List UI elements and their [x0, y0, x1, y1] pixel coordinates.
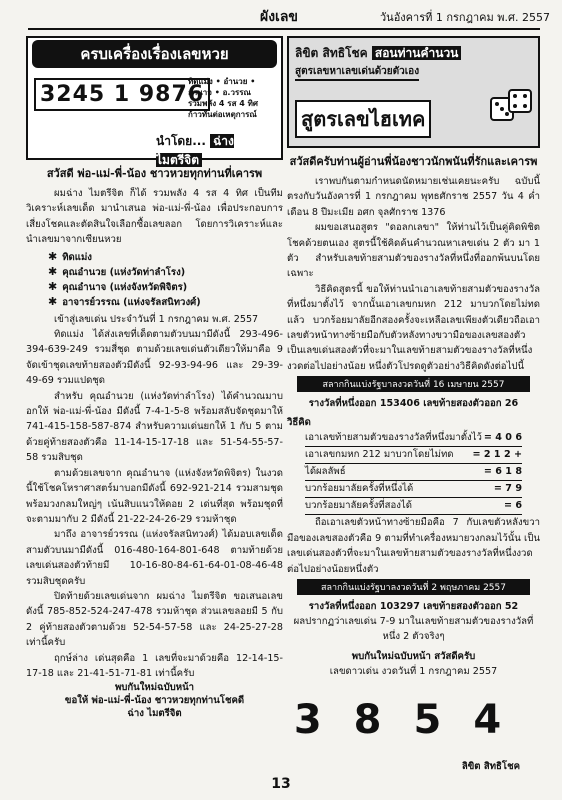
example2-note: ผลปรากฏว่าเลขเด่น 7-9 มาในเลขท้ายสามตัวของรางวัลที่หนึ่ง 2 ตัวจริงๆ [293, 615, 534, 643]
expert-list [48, 250, 283, 310]
right-banner-title [295, 44, 461, 63]
expert-item: ✱ คุณอำนวย (แห่งวัดท่าลำโรง) [48, 264, 186, 278]
left-banner-title: ครบเครื่องเรื่องเลขหวย [32, 40, 277, 68]
header-rule [28, 28, 540, 30]
star-icon: ✱ [48, 264, 58, 278]
calc-table [287, 430, 540, 515]
expert-item: ✱ อาจารย์วรรณ (แห่งจรัลสนิทวงศ์) [48, 294, 201, 308]
issue-date: วันอังคารที่ 1 กรกฎาคม พ.ศ. 2557 [380, 11, 550, 24]
left-body [26, 186, 283, 681]
calc-row: บวกร้อยมาลัยครั้งที่สองได้ = 6 [305, 498, 522, 515]
left-banner-side [188, 76, 278, 120]
right-p1: เราพบกันตามกำหนดนัดหมายเช่นเคยนะครับ ฉบับนี้ตรงกับวันอังคารที่ 1 กรกฎาคม พุทธศักราช 2557 วัน 4 ค่ำ เดือน 8 ปีมะเมีย อศก จุลศักราช 1376 [287, 176, 540, 218]
left-p7: ฤกษ์ล่าง เด่นสุดคือ 1 เลขที่จะมาด้วยคือ 12-14-15-17-18 และ 21-41-51-71-81 เท่านี้ครับ [26, 652, 283, 679]
page-header [0, 0, 562, 30]
left-banner-tag-prefix: นำโดย... [156, 134, 206, 148]
expert-item: ✱ ทิดแม่ง [48, 249, 92, 263]
lotto-label: เลขดาวเด่น งวดวันที่ 1 กรกฎาคม 2557 [329, 665, 498, 677]
calc-row: บวกร้อยมาลัยครั้งที่หนึ่งได้ = 7 9 [305, 481, 522, 498]
calc-row: เอาเลขกมหก 212 มาบวกโดยไม่ทด = 2 1 2 + [305, 447, 522, 464]
left-p5: มาถึง อาจารย์วรรณ (แห่งจรัลสนิทวงศ์) ได้มอบเลขเด็ดสามตัวบนมามีดังนี้ 016-480-164-801-648 ตามท้ายด้วยเลขเด่นสองตัวท้ายมี 10-16-80-84-61-64-01-08-46-48 รวมสิบชุดครับ [26, 529, 283, 587]
left-banner-side-1: ทิดแม่ง • อำนวย • อำนาจ • อ.วรรณ [188, 77, 256, 97]
right-body-2 [287, 515, 540, 577]
left-p3: สำหรับ คุณอำนวย (แห่งวัดท่าลำโรง) ได้คำนวณมาบอกให้ พ่อ-แม่-พี่-น้อง มีดังนี้ 7-4-1-5-8 พร้อมสลับจัดชุดมาให้ 741-415-158-587-874 สำหรับความเด่นยกให้ 1 กับ 5 ตามด้วยคู่ท้ายสองตัวคือ 11-14-15-17-18 และ 51-54-55-57-58 รวมสิบชุด [26, 390, 283, 464]
left-greeting: สวัสดี พ่อ-แม่-พี่-น้อง ชาวหวยทุกท่านที่เคารพ [46, 167, 263, 180]
star-icon: ✱ [48, 294, 58, 308]
left-banner-numbers: 3245 1 9876 [34, 78, 210, 111]
right-p2: ผมขอเสนอสูตร "ดอลกเลขา" ให้ท่านไว้เป็นคู่คิดพิชิตโชคด้วยตนเอง สูตรนี้ใช้คิดค้นคำนวณหาเลขเด่น 2 ตัว มา 1 ตัว สำหรับเลขท้ายสามตัวของรางวัลที่หนึ่งที่ออกพ้นบนโดยเฉพาะ [287, 222, 540, 280]
left-sign-3: ฉ่าง ไมตรีจิต [127, 708, 182, 720]
left-sign-2: ขอให้ พ่อ-แม่-พี่-น้อง ชาวหวยทุกท่านโชคดี [64, 695, 245, 707]
page-number: 13 [271, 776, 291, 792]
left-banner-side-2: รวมพลัง 4 รส 4 ทิศ [188, 99, 258, 108]
left-p4: ตามด้วยเลขจาก คุณอำนาจ (แห่งจังหวัดพิจิตร) ในงวดนี้ใช้โชคโหราศาสตร์มาบอกมีดังนี้ 692-921-214 รวมสามชุด พร้อมวงกลมใหญ่ๆ เน้นสิบแนวให้ดอย 2 เด่นที่สุด พร้อมชุดที่จะตามมากับ 2 มีดังนี้ 21-22-24-26-29 รวมห้าชุด [26, 467, 283, 525]
right-sign-2: ลิขิต สิทธิโชค [461, 761, 520, 773]
star-icon: ✱ [48, 249, 58, 263]
left-banner-side-3: ก้าวทันต่อเหตุการณ์ [188, 110, 257, 119]
right-banner-headline: สูตรเลขไฮเทค [295, 100, 431, 138]
example1-result: รางวัลที่หนึ่งออก 153406 เลขท้ายสองตัวออก 26 [308, 398, 519, 410]
right-body [287, 174, 540, 374]
right-greeting: สวัสดีครับท่านผู้อ่านพี่น้องชาวนักพนันที่รักและเคารพ [289, 155, 538, 168]
right-banner-subtitle: สูตรเลขหาเลขเด่นด้วยตัวเอง [295, 64, 419, 81]
left-banner-tag-name: ฉ่าง ไมตรีจิต [156, 134, 234, 167]
example2-result: รางวัลที่หนึ่งออก 103297 เลขท้ายสองตัวออก 52 [308, 600, 519, 612]
lotto-number: 3854 [293, 697, 534, 744]
right-column [287, 36, 540, 773]
left-p6: ปิดท้ายด้วยเลขเด่นจาก ผมฉ่าง ไมตรีจิต ขอเสนอเลขดังนี้ 785-852-524-247-478 รวมห้าชุด ส่วนเลขลอยมี 5 กับ 2 คู่ท้ายสองตัวตามด้วย 52-54-57-58 และ 24-25-27-28 เท่านี้ครับ [26, 590, 283, 649]
brand-title: ผังเลข [260, 9, 298, 25]
calc-row: ได้ผลลัพธ์ = 6 1 8 [305, 464, 522, 481]
left-banner [26, 36, 283, 167]
right-p4: ถือเอาเลขตัวหน้าทางซ้ายมือคือ 7 กับเลขตัวหลังขวามือของเลขสองตัวคือ 9 ตามที่ทำเครื่องหมายวงกลมไว้นั้น เป็นเลขเด่นสองตัวที่จะมาในเลขท้ายสามตัวของรางวัลที่หนึ่งงวดต่อไปอย่างน้อยหนึ่งตัว [287, 517, 540, 575]
left-p1: เข้าสู่เลขเด่น ประจำวันที่ 1 กรกฎาคม พ.ศ. 2557 [54, 313, 259, 325]
dice-icon [489, 88, 533, 132]
right-sign-1: พบกันใหม่ฉบับหน้า สวัสดีครับ [351, 650, 476, 662]
left-sign-1: พบกันใหม่ฉบับหน้า [114, 682, 195, 694]
left-intro: ผมฉ่าง ไมตรีจิต ก็ได้ รวมพลัง 4 รส 4 ทิศ เป็นทีมวิเคราะห์เลขเด็ด มานำเสนอ พ่อ-แม่-พี่-น้อง เพื่อประกอบการเสี่ยงโชคและตัดสินใจเลือกซื้อเลขลอก โดยการวิเคราะห์และนำเลขมาจากเซียนหวย [26, 188, 283, 246]
method-heading: วิธีคิด [287, 417, 311, 429]
right-banner-author: ลิขิต สิทธิโชค [295, 46, 368, 60]
right-banner [287, 36, 540, 148]
example2-draw: สลากกินแบ่งรัฐบาลงวดวันที่ 2 พฤษภาคม 2557 [297, 579, 530, 595]
left-p2: ทิดแม่ง ได้ส่งเลขที่เด็ดตามตัวบนมามีดังนี้ 293-496-394-639-249 รวมสี่ชุด ตามด้วยเลขเด่นตัวเดียวให้มาคือ 9 จัดเข้าชุดเลขท้ายสองตัวมีดังนี้ 92-93-94-96 และ 29-39-49-69 รวมแปดชุด [26, 329, 283, 387]
left-column [26, 36, 283, 762]
left-signature [26, 681, 283, 720]
example1-draw: สลากกินแบ่งรัฐบาลงวดวันที่ 16 เมษายน 2557 [297, 376, 530, 392]
expert-item: ✱ คุณอำนาจ (แห่งจังหวัดพิจิตร) [48, 279, 188, 293]
calc-row: เอาเลขท้ายสามตัวของรางวัลที่หนึ่งมาตั้งไว้ = 4 0 6 [305, 430, 522, 447]
right-banner-subject: สอนท่านคำนวน [372, 46, 462, 60]
left-banner-tag [156, 132, 281, 170]
star-icon: ✱ [48, 279, 58, 293]
right-p3: วิธีคิดสูตรนี้ ขอให้ท่านนำเอาเลขท้ายสามตัวของรางวัลที่หนึ่งมาตั้งไว้ จากนั้นเอาเลขกมหก 212 มาบวกโดยไม่ทดแล้ว บวกร้อยมาลัยอีกสองครั้งจะเหลือเลขเพียงตัวเดียวถือเอาเลขตัวหน้าทางซ้ายมือกับตัวหลังทางขวามือของเลขสองตัวเป็นเลขเด่นสองตัวที่จะมาในเลขท้ายสามตัวของรางวัลที่หนึ่งงวดต่อไปอย่างน้อย หนึ่งตัวโปรดดูตัวอย่างวิธีคิดดังต่อไปนี้ [287, 283, 540, 372]
